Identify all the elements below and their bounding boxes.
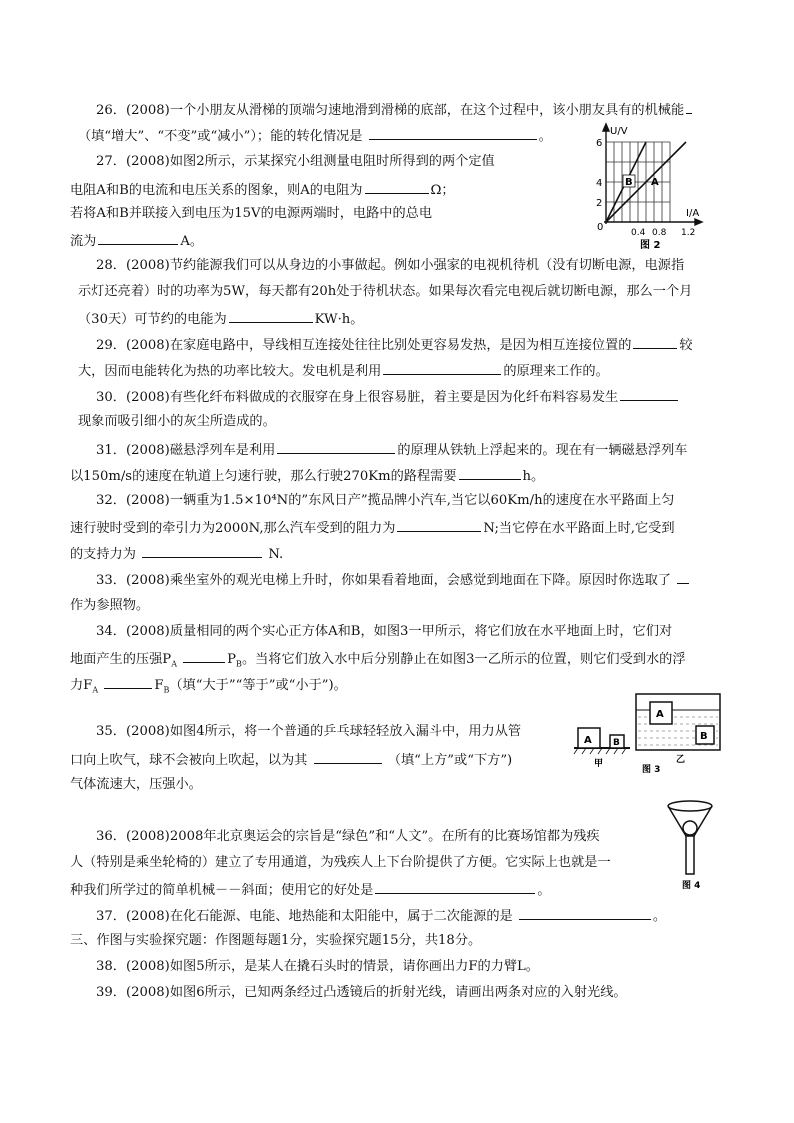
- fig3-jia: [574, 728, 630, 769]
- q32-blank2[interactable]: [142, 544, 262, 558]
- q35-line2: 口向上吹气，球不会被向上吹起，以为其 （填“上方”或“下方”): [70, 750, 512, 770]
- q26-blank2[interactable]: [369, 126, 537, 140]
- y-tick-4: 4: [596, 178, 603, 189]
- q27-line1: 27．(2008)如图2所示，示某探究小组测量电阻时所得到的两个定值: [96, 154, 495, 169]
- x-tick-1.2: 1.2: [681, 228, 696, 238]
- q28-line2: 示灯还亮着）时的功率为5W，每天都有20h处于待机状态。如果每次看完电视后就切断电源，那么一个月: [78, 284, 693, 299]
- q32-blank1[interactable]: [397, 518, 481, 532]
- fig4-caption: 图 4: [682, 881, 701, 890]
- q28-line1: 28．(2008)节约能源我们可以从身边的小事做起。例如小强家的电视机待机（没有切断电源，电源指: [96, 258, 685, 273]
- y-tick-2: 2: [596, 198, 603, 209]
- q36-blank[interactable]: [375, 880, 535, 894]
- q27-blank1[interactable]: [365, 180, 429, 194]
- q28-line3: （30天）可节约的电能为 KW·h。: [78, 309, 363, 329]
- fig3-label-a1: A: [584, 735, 592, 746]
- x-tick-0.4: 0.4: [631, 228, 646, 238]
- q30-line1: 30．(2008)有些化纤布料做成的衣服穿在身上很容易脏，着主要是因为化纤布料容易发生: [96, 387, 680, 407]
- q27-line3: 若将A和B并联接入到电压为15V的电源两端时，电路中的总电: [70, 206, 433, 221]
- section-3-title: 三、作图与实验探究题：作图题每题1分，实验探究题15分，共18分。: [70, 933, 482, 948]
- q30-line2: 现象而吸引细小的灰尘所造成的。: [78, 414, 276, 429]
- fig2-caption: 图 2: [640, 240, 661, 250]
- y-axis-label: U/V: [610, 126, 628, 137]
- q31-blank2[interactable]: [459, 466, 521, 480]
- x-axis-label: I/A: [686, 208, 700, 219]
- q37-blank[interactable]: [519, 906, 651, 920]
- fig3-label-b1: B: [613, 738, 620, 748]
- q32-line1: 32．(2008)一辆重为1.5×10⁴N的”东风日产”揽品牌小汽车,当它以60Km/h的速度在水平路面上匀: [96, 493, 675, 508]
- q37-line1: 37．(2008)在化石能源、电能、地热能和太阳能中，属于二次能源的是 。: [96, 906, 666, 926]
- ping-pong-ball: [683, 821, 697, 835]
- q26-line2: （填“增大”、“不变”或“减小”）；能的转化情况是 。: [78, 126, 552, 146]
- q36-line1: 36．(2008)2008年北京奥运会的宗旨是“绿色”和“人文”。在所有的比赛场馆都为残疾: [96, 829, 600, 844]
- q34-line3: 力$F_A$ $F_B$（填“大于”“等于”或“小于”)。: [70, 675, 347, 700]
- q32-line2: 速行驶时受到的牵引力为2000N,那么汽车受到的阻力为 N;当它停在水平路面上时,它受到: [70, 518, 675, 538]
- q34-line1: 34．(2008)质量相同的两个实心正方体A和B，如图3一甲所示，将它们放在水平地面上时，它们对: [96, 624, 673, 639]
- q33-line2: 作为参照物。: [70, 598, 150, 613]
- figure-3: [572, 690, 724, 774]
- y-tick-6: 6: [596, 138, 603, 149]
- fig3-label-jia: 甲: [594, 759, 604, 769]
- fig3-caption: 图 3: [642, 765, 661, 774]
- q34-blank1[interactable]: [183, 649, 225, 663]
- x-tick-0.8: 0.8: [652, 228, 667, 238]
- fig3-label-a2: A: [656, 709, 664, 720]
- q39-line1: 39．(2008)如图6所示，已知两条经过凸透镜后的折射光线，请画出两条对应的入射光线。: [96, 985, 627, 1000]
- q32-line3: 的支持力为 N.: [70, 544, 283, 564]
- figure-4: [660, 798, 720, 890]
- q30-blank[interactable]: [620, 387, 678, 401]
- q34-blank2[interactable]: [104, 675, 152, 689]
- q26-blank1[interactable]: [686, 100, 692, 114]
- fig3-yi: [636, 694, 720, 765]
- q31-line2: 以150m/s的速度在轨道上匀速行驶，那么行驶270Km的路程需要 h。: [70, 466, 544, 486]
- q26-line1: 26．(2008)一个小朋友从滑梯的顶端匀速地滑到滑梯的底部，在这个过程中，该小朋友具有的机械能: [96, 100, 694, 120]
- figure-2: [590, 122, 720, 250]
- q35-line3: 气体流速大，压强小。: [70, 777, 202, 792]
- q29-line1: 29．(2008)在家庭电路中，导线相互连接处往往比别处更容易发热，是因为相互连接位置的 较: [96, 335, 693, 355]
- q27-line4: 流为 A。: [70, 231, 203, 251]
- line-a-label: A: [651, 177, 659, 188]
- q33-blank[interactable]: [677, 570, 689, 584]
- q35-line1: 35．(2008)如图4所示，将一个普通的乒乓球轻轻放入漏斗中，用力从管: [96, 724, 522, 739]
- q35-blank[interactable]: [314, 750, 382, 764]
- line-b-label: B: [625, 177, 633, 188]
- q29-blank2[interactable]: [383, 361, 501, 375]
- q31-blank1[interactable]: [277, 440, 395, 454]
- q36-line3: 种我们所学过的简单机械－－斜面；使用它的好处是 。: [70, 880, 551, 900]
- q36-line2: 人（特别是乘坐轮椅的）建立了专用通道，为残疾人上下台阶提供了方便。它实际上也就是一: [70, 855, 611, 870]
- q28-blank[interactable]: [229, 309, 313, 323]
- q34-line2: 地面产生的压强$P_A$ $P_B$。当将它们放入水中后分别静止在如图3一乙所示的位置，则它们受到水的浮: [70, 649, 686, 674]
- q27-line2: 电阻A和B的电流和电压关系的图象，则A的电阻为 Ω；: [70, 180, 455, 200]
- q29-line2: 大，因而电能转化为热的功率比较大。发电机是利用 的原理来工作的。: [78, 361, 609, 381]
- fig3-label-b2: B: [700, 731, 708, 742]
- q27-blank2[interactable]: [98, 231, 178, 245]
- fig3-label-yi: 乙: [676, 755, 686, 765]
- origin-label: 0: [597, 222, 604, 233]
- q31-line1: 31．(2008)磁悬浮列车是利用 的原理从铁轨上浮起来的。现在有一辆磁悬浮列车: [96, 440, 687, 460]
- q29-blank1[interactable]: [633, 335, 677, 349]
- q38-line1: 38．(2008)如图5所示，是某人在撬石头时的情景，请你画出力F的力臂L。: [96, 959, 539, 974]
- q33-line1: 33．(2008)乘坐室外的观光电梯上升时，你如果看着地面，会感觉到地面在下降。原因时你选取了: [96, 570, 691, 590]
